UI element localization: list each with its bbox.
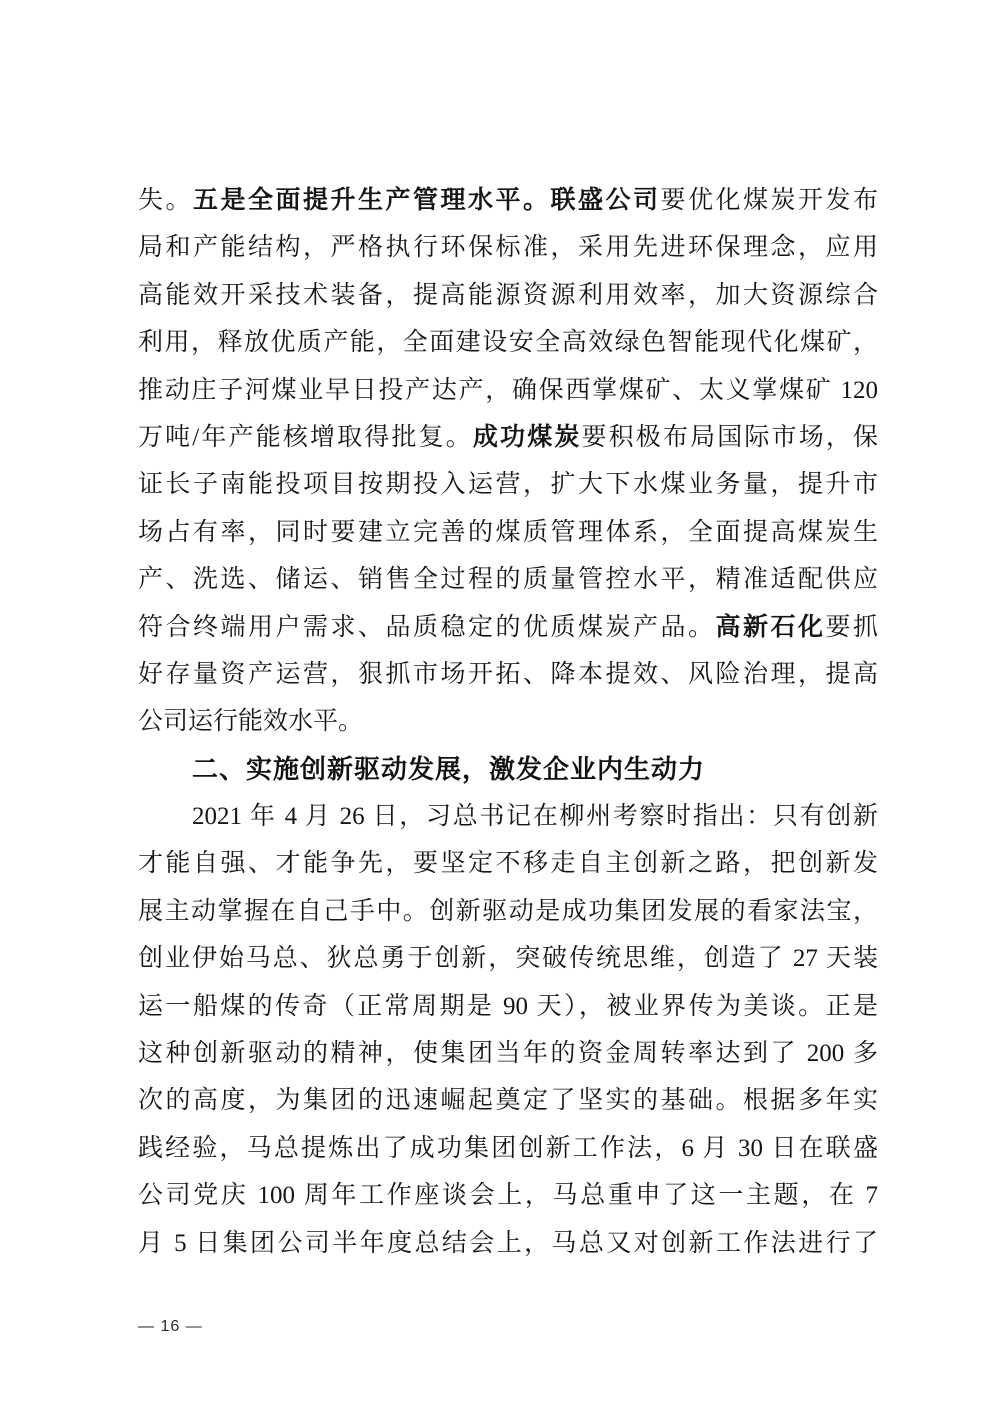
emphasized-text-segment: 二、实施创新驱动发展，激发企业内生动力 xyxy=(192,753,706,784)
text-line xyxy=(138,461,878,508)
text-segment: 要优化煤炭开发布 xyxy=(660,187,878,214)
text-segment: 月 5 日集团公司半年度总结会上，马总又对创新工作法进行了 xyxy=(138,1229,878,1257)
text-segment: 次的高度，为集团的迅速崛起奠定了坚实的基础。根据多年实 xyxy=(138,1087,878,1115)
page-number: — 16 — xyxy=(138,1318,203,1335)
text-line xyxy=(138,888,878,935)
text-segment: 创业伊始马总、狄总勇于创新，突破传统思维，创造了 27 天装 xyxy=(138,945,878,973)
text-segment: 要积极布局国际市场，保 xyxy=(581,423,878,451)
text-line xyxy=(138,1077,878,1124)
text-line xyxy=(138,177,878,224)
text-segment: 万吨/年产能核增取得批复。 xyxy=(138,423,473,451)
text-line xyxy=(138,556,878,603)
section-heading xyxy=(138,746,878,793)
text-segment: 局和产能结构，严格执行环保标准，采用先进环保理念，应用 xyxy=(138,234,878,262)
text-line xyxy=(138,414,878,461)
document-text-block xyxy=(138,177,878,1267)
text-line xyxy=(138,983,878,1030)
text-segment: 场占有率，同时要建立完善的煤质管理体系，全面提高煤炭生 xyxy=(138,518,878,546)
text-segment: 好存量资产运营，狠抓市场开拓、降本提效、风险治理，提高 xyxy=(138,660,878,688)
text-segment: 践经验，马总提炼出了成功集团创新工作法，6 月 30 日在联盛 xyxy=(138,1134,878,1162)
text-line xyxy=(138,224,878,271)
text-line xyxy=(138,1030,878,1077)
text-line xyxy=(138,698,878,745)
text-line xyxy=(138,1125,878,1172)
text-line xyxy=(138,319,878,366)
text-segment: 证长子南能投项目按期投入运营，扩大下水煤业务量，提升市 xyxy=(138,471,878,499)
emphasized-text-segment: 五是全面提升生产管理水平。联盛公司 xyxy=(193,186,661,214)
text-segment: 高能效开采技术装备，提高能源资源利用效率，加大资源综合 xyxy=(138,281,878,309)
text-line xyxy=(138,272,878,319)
text-segment: 推动庄子河煤业早日投产达产，确保西掌煤矿、太义掌煤矿 120 xyxy=(138,376,878,404)
text-line xyxy=(138,367,878,414)
text-line xyxy=(138,935,878,982)
emphasized-text-segment: 高新石化 xyxy=(715,612,826,641)
emphasized-text-segment: 成功煤炭 xyxy=(472,422,582,451)
text-line xyxy=(138,604,878,651)
text-segment: 运一船煤的传奇（正常周期是 90 天），被业界传为美谈。正是 xyxy=(138,992,878,1020)
text-segment: 失。 xyxy=(138,187,193,214)
text-line xyxy=(138,1220,878,1267)
text-segment: 2021 年 4 月 26 日，习总书记在柳州考察时指出：只有创新 xyxy=(192,803,878,831)
text-segment: 公司党庆 100 周年工作座谈会上，马总重申了这一主题，在 7 xyxy=(138,1182,878,1210)
text-segment: 利用，释放优质产能，全面建设安全高效绿色智能现代化煤矿， xyxy=(138,329,878,357)
text-segment: 产、洗选、储运、销售全过程的质量管控水平，精准适配供应 xyxy=(138,566,878,594)
text-segment: 展主动掌握在自己手中。创新驱动是成功集团发展的看家法宝， xyxy=(138,897,878,925)
text-line xyxy=(138,840,878,887)
text-segment: 才能自强、才能争先，要坚定不移走自主创新之路，把创新发 xyxy=(138,850,878,878)
text-segment: 符合终端用户需求、品质稳定的优质煤炭产品。 xyxy=(138,613,716,641)
text-line xyxy=(138,651,878,698)
text-line xyxy=(138,1172,878,1219)
text-segment: 公司运行能效水平。 xyxy=(138,708,364,736)
text-segment: 要抓 xyxy=(825,613,878,641)
text-line xyxy=(138,793,878,840)
text-segment: 这种创新驱动的精神，使集团当年的资金周转率达到了 200 多 xyxy=(138,1040,878,1068)
text-line xyxy=(138,509,878,556)
